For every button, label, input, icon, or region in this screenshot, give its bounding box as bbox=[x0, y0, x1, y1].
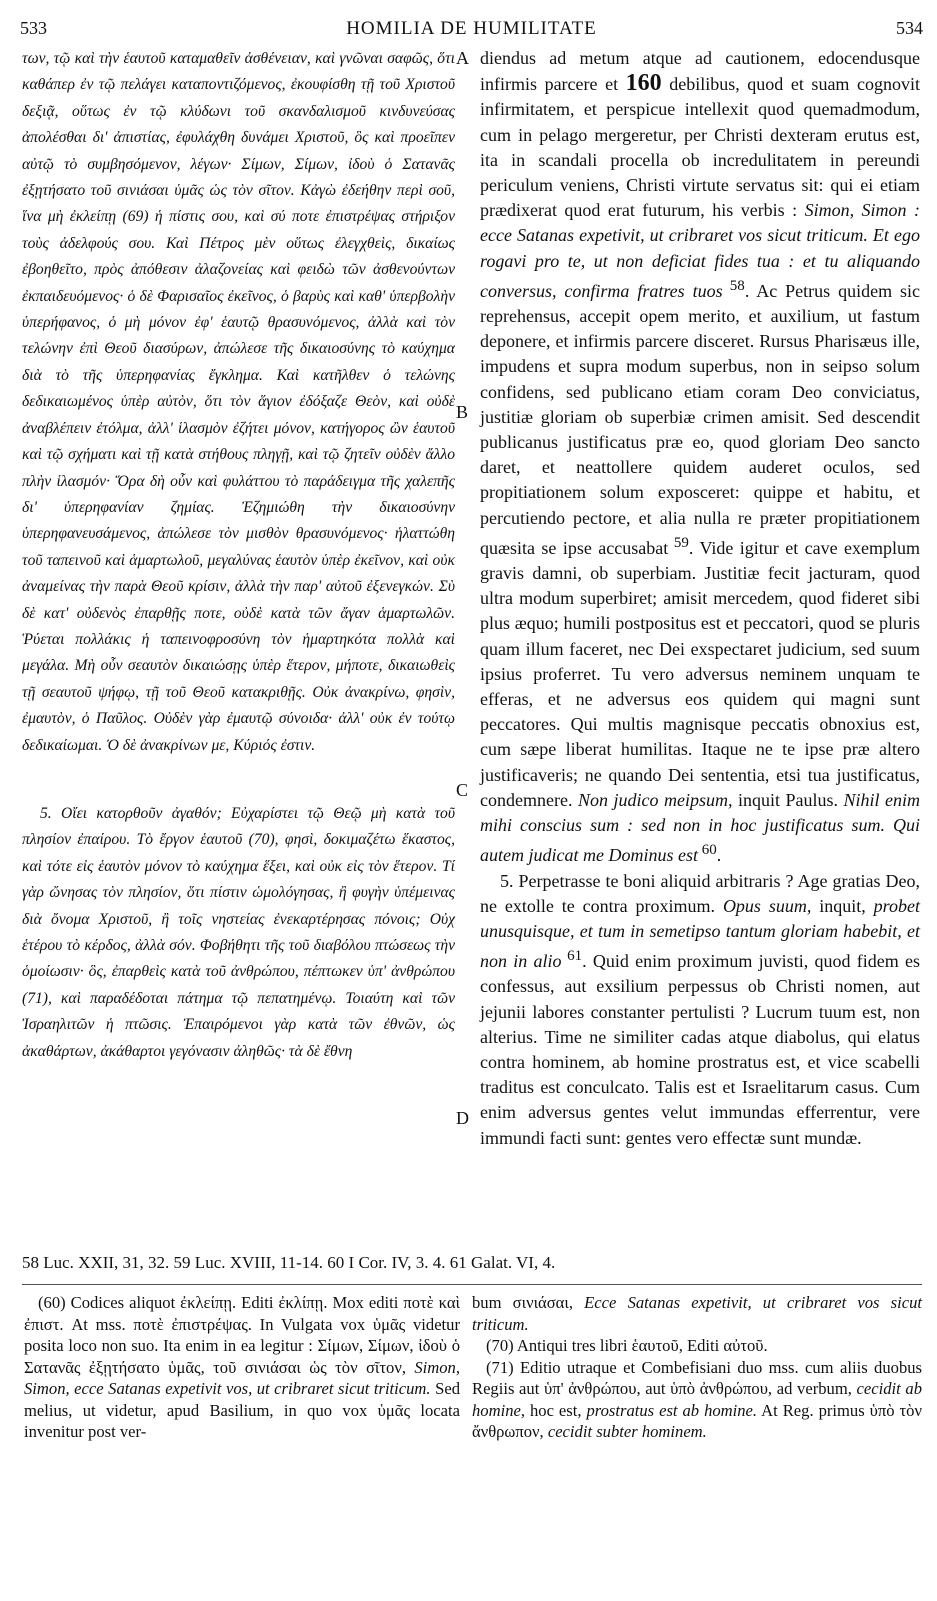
note-text: bum σινιάσαι, bbox=[472, 1293, 585, 1312]
margin-marker-a: A bbox=[456, 48, 469, 68]
footnote-ref-58: 58 bbox=[722, 277, 745, 294]
footnote-ref-61: 61 bbox=[561, 948, 583, 965]
latin-text: debilibus, quod et suam cognovit infirmitatem, et perspicue intellexit quod quemadmodum, cum in pelago mergeretur, per Christi dexteram erutus est, ita in scandali procella ob incredulitatem in pereundi periculum veniens, Christi virtute servatus sit: qui ei etiam prædixerat quod erat futurum, his verbis : bbox=[480, 74, 920, 221]
footnote-71 bbox=[472, 1357, 922, 1443]
latin-column bbox=[480, 46, 920, 1151]
note-text: (71) Editio utraque et Combefisiani duo mss. cum aliis duobus Regiis aut ὑπ' ἀνθρώπου, aut ὑπὸ ἀνθρώπου, ad verbum, bbox=[472, 1357, 922, 1398]
latin-paragraph-1 bbox=[480, 46, 920, 869]
latin-text: . Quid enim proximum juvisti, quod fidem es confessus, aut exsilium perpessus ob Christi nomen, aut jejunii labores constanter pertulisti ? Lucrum tuum est, non alterius. Time ne similiter cadas atque diabolus, qui elatus contra hominem, ab homine prostratus est, et vice scabelli traditus est conculcato. Talis est et Israelitarum casus. Cum enim adversus gentes velut immundas efferrentur, vere immundi facti sunt: gentes vero effectæ sunt mundæ. bbox=[480, 951, 920, 1148]
footnotes-left bbox=[24, 1292, 460, 1443]
footnote-ref-60: 60 bbox=[697, 842, 717, 859]
scripture-quote: Non judico meipsum, bbox=[577, 789, 733, 810]
footnote-divider bbox=[22, 1284, 922, 1285]
note-quote: cecidit ab homine, bbox=[472, 1379, 922, 1420]
scripture-quote: Simon, Simon : ecce Satanas expetivit, ut cribraret vos sicut triticum. Et ego rogavi pro te, ut non deficiat fides tua : et tu aliquando conversus, confirma fratres tuos bbox=[480, 200, 921, 301]
footnote-60-continued bbox=[472, 1292, 922, 1335]
scripture-quote: Nihil enim mihi conscius sum : sed non in hoc justificatus sum. Qui autem judicat me Dominus est bbox=[480, 789, 921, 866]
greek-paragraph-1: των, τῷ καὶ τὴν ἑαυτοῦ καταμαθεῖν ἀσθένειαν, καὶ γνῶναι σαφῶς, ὅτι καθάπερ ἐν τῷ πελάγει καταποντιζόμενος, ἐκουφίσθη τῇ τοῦ Χριστοῦ δεξιᾷ, οὕτως ἐν τῷ κλύδωνι τοῦ σκανδαλισμοῦ κινδυνεύσας ἀπολέσθαι δι' ἀπιστίας, ἐφυλάχθη δυνάμει Χριστοῦ, ὃς καὶ προεῖπεν αὐτῷ τὸ συμβησόμενον, λέγων· Σίμων, Σίμων, ἰδοὺ ὁ Σατανᾶς ἐξῃτήσατο τοῦ σινιάσαι ὑμᾶς ὡς τὸν σῖτον. Κἀγὼ ἐδεήθην περὶ σοῦ, ἵνα μὴ ἐκλείπῃ (69) ἡ πίστις σου, καὶ σύ ποτε ἐπιστρέψας στήριξον τοὺς ἀδελφούς σου. Καὶ Πέτρος μὲν οὕτως ἐλεγχθεὶς, δικαίως ἐβοηθεῖτο, πρὸς ἀπόθεσιν ἀλαζονείας καὶ φειδὼ τῶν ἀσθενούντων ἐκπαιδευόμενος· ὁ δὲ Φαρισαῖος ἐκεῖνος, ὁ βαρὺς καὶ καθ' ὑπερβολὴν ὑπερήφανος, ὁ μὴ μόνον ἐφ' ἑαυτῷ θρασυνόμενος, ἀλλὰ καὶ τὸν τελώνην ἐπὶ Θεοῦ διασύρων, ἀπώλεσε τῆς δικαιοσύνης τὸ καύχημα διὰ τὸ τῆς ὑπερηφανίας ἔγκλημα. Καὶ κατῆλθεν ὁ τελώνης δεδικαιωμένος ὑπὲρ αὐτὸν, ὅτι τὸν ἅγιον ἐδόξαζε Θεὸν, καὶ οὐδὲ ἀναβλέπειν ἐτόλμα, ἀλλ' ἱλασμὸν ἐζήτει μόνον, κατήγορος ὢν ἑαυτοῦ καὶ τῷ σχήματι καὶ τῇ κατὰ στήθους πληγῇ, καὶ τῷ ζητεῖν οὐδὲν ἄλλο πλὴν ἱλασμόν· Ὅρα δὴ οὖν καὶ φυλάττου τὸ παράδειγμα τῆς χαλεπῆς δι' ὑπερηφανίαν ζημίας. Ἐζημιώθη τὴν δικαιοσύνην ὑπερηφανευσάμενος, ἀπώλεσε τὸν μισθὸν θρασυνόμενος· ἡλαττώθη τοῦ ταπεινοῦ καὶ ἁμαρτωλοῦ, μεγαλύνας ἑαυτὸν ὑπὲρ ἐκεῖνον, καὶ οὐκ ἀναμείνας τὴν παρὰ Θεοῦ κρίσιν, ἀλλὰ τὴν παρ' αὐτοῦ ἐξενεγκών. Σὺ δὲ κατ' οὐδενὸς ἐπαρθῇς ποτε, οὐδὲ κατὰ τῶν ἄγαν ἁμαρτωλῶν. Ῥύεται πολλάκις ἡ ταπεινοφροσύνη τὸν ἡμαρτηκότα πολλὰ καὶ μεγάλα. Μὴ οὖν σεαυτὸν δικαιώσῃς ὑπὲρ ἕτερον, μήποτε, δικαιωθεὶς τῇ σεαυτοῦ ψήφῳ, τῇ τοῦ Θεοῦ κατακριθῇς. Οὐκ ἀνακρίνω, φησὶν, ἐμαυτὸν, ὁ Παῦλος. Οὐδὲν γὰρ ἐμαυτῷ σύνοιδα· ἀλλ' οὐκ ἐν τούτῳ δεδικαίωμαι. Ὁ δὲ ἀνακρίνων με, Κύριός ἐστιν. bbox=[22, 50, 455, 754]
footnote-60 bbox=[24, 1292, 460, 1443]
footnote-ref-59: 59 bbox=[668, 534, 689, 551]
greek-column bbox=[22, 46, 455, 1065]
page-number-right: 534 bbox=[896, 18, 923, 38]
note-text: hoc est, bbox=[525, 1400, 587, 1420]
note-quote: prostratus est ab homine. bbox=[586, 1400, 758, 1420]
scripture-quote: Opus suum, bbox=[722, 895, 812, 916]
latin-paragraph-2 bbox=[480, 869, 920, 1151]
latin-text: . Ac Petrus quidem sic reprehensus, accepit opem merito, et auxilium, ut fastum deponere, et infirmis parcere disceret. Rursus Pharisæus ille, impudens et supra modum superbus, non in seipso solum confidens, sed publicano etiam coram Deo conviciatus, justitiæ gloriam ob superbiæ crimen amisit. Sed descendit publicanus justificatus præ eo, quod gloriam Deo sancto daret, et neattollere quidem auderet oculos, sed propitiationem solum exposceret: quippe et habitu, et percutiendo pectore, et alia nulla re præter propitiationem quæsita se ipse accusabat bbox=[480, 280, 921, 558]
footnotes-right bbox=[472, 1292, 922, 1443]
footnote-70: (70) Antiqui tres libri ἑαυτοῦ, Editi αὐτοῦ. bbox=[486, 1336, 768, 1355]
running-title: HOMILIA DE HUMILITATE bbox=[346, 18, 597, 39]
note-quote: Ecce Satanas expetivit, ut cribraret vos sicut triticum. bbox=[472, 1293, 922, 1334]
page-header bbox=[20, 14, 923, 44]
latin-text: . Vide igitur et cave exemplum gravis damni, ob superbiam. Justitiæ fecit jacturam, quod ultra modum superbiret; amisit mercedem, quod fideret sibi plus æquo; humili postpositus est et peccatori, quod se pluris quam illum faceret, nec Dei exspectaret judicium, sed suum ipsius proferret. Tu vero adversus neminem unquam te efferas, et ne adversus eos quidem qui magni sunt peccatores. Qui multis magnisque peccatis obnoxius est, cum sæpe liberat humilitas. Itaque ne te ipse præ altero justificaveris; ne quando Dei sententia, etsi tua justificatus, condemnere. bbox=[480, 537, 920, 810]
latin-text: diendus ad metum atque ad cautionem, edocendusque infirmis parcere et bbox=[480, 48, 920, 95]
latin-text: 5. Perpetrasse te boni aliquid arbitraris ? Age gratias Deo, ne extolle te contra proximum. bbox=[480, 870, 920, 916]
note-quote: cecidit subter hominem. bbox=[547, 1422, 707, 1441]
scripture-references: 58 Luc. XXII, 31, 32. 59 Luc. XVIII, 11-14. 60 I Cor. IV, 3. 4. 61 Galat. VI, 4. bbox=[22, 1253, 556, 1272]
page-number-left: 533 bbox=[20, 18, 47, 38]
note-quote: Simon, Simon, ecce Satanas expetivit vos, ut cribraret sicut triticum. bbox=[24, 1357, 460, 1398]
latin-text: inquit Paulus. bbox=[732, 789, 844, 810]
latin-text: . bbox=[716, 845, 722, 866]
latin-text: inquit, bbox=[811, 895, 874, 916]
greek-paragraph-2: 5. Οἴει κατορθοῦν ἀγαθόν; Εὐχαρίστει τῷ Θεῷ μὴ κατὰ τοῦ πλησίον ἐπαίρου. Τὸ ἔργον ἑαυτοῦ (70), φησὶ, δοκιμαζέτω ἕκαστος, καὶ τότε εἰς ἑαυτὸν μόνον τὸ καύχημα ἕξει, καὶ οὐκ εἰς τὸν ἕτερον. Τί γὰρ ὤνησας τὸν πλησίον, ὅτι πίστιν ὡμολόγησας, ἢ φυγὴν ὑπέμεινας διὰ ὄνομα Χριστοῦ, ἢ τοῖς νηστείας ἐνεκαρτέρησας πόνοις; Οὐχ ἑτέρου τὸ κέρδος, ἀλλὰ σόν. Φοβήθητι τῆς τοῦ διαβόλου πτώσεως τὴν ὁμοίωσιν· ὃς, ἐπαρθεὶς κατὰ τοῦ ἀνθρώπου, πέπτωκεν ὑπ' ἀνθρώπου (71), καὶ παραδέδοται πάτημα τῷ πεπατημένῳ. Τοιαύτη καὶ τῶν Ἰσραηλιτῶν ἡ πτῶσις. Ἐπαιρόμενοι γὰρ κατὰ τῶν ἐθνῶν, ὡς ἀκαθάρτων, ἀκάθαρτοι γεγόνασιν ἀληθῶς· τὰ δὲ ἔθνη bbox=[22, 804, 455, 1060]
margin-marker-d: D bbox=[456, 1108, 469, 1128]
scripture-quote: probet unusquisque, et tum in semetipso tantum gloriam habebit, et non in alio bbox=[480, 895, 920, 972]
column-number: 160 bbox=[625, 70, 662, 97]
margin-marker-c: C bbox=[456, 780, 469, 800]
paragraph-gap bbox=[22, 759, 455, 801]
note-text: At Reg. primus ὑπὸ τὸν ἄνθρωπον, bbox=[472, 1400, 922, 1441]
margin-marker-b: B bbox=[456, 402, 469, 422]
note-text: Sed melius, ut videtur, apud Basilium, in quo vox ὑμᾶς locata invenitur post ver- bbox=[24, 1379, 460, 1441]
note-text: (60) Codices aliquot ἐκλείπῃ. Editi ἐκλίπῃ. Mox editi ποτὲ καὶ ἐπιστ. At mss. ποτὲ ἐπιστρέψας. In Vulgata vox ὑμᾶς videtur posita loco non suo. Ita enim in ea legitur : Σίμων, Σίμων, ἰδοὺ ὁ Σατανᾶς ἐξῃτήσατο ὑμᾶς, τοῦ σινιάσαι ὡς τὸν σῖτον, bbox=[24, 1293, 460, 1377]
